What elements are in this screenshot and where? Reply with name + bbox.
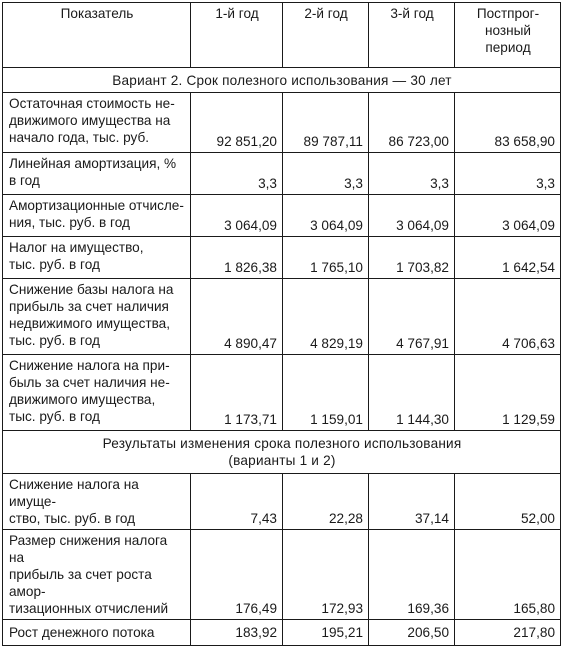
cell-value: 92 851,20 <box>191 93 283 153</box>
cell-value: 4 890,47 <box>191 279 283 355</box>
cell-value: 83 658,90 <box>455 93 561 153</box>
cell-value: 52,00 <box>455 474 561 530</box>
table-row <box>3 474 561 530</box>
cell-value: 3 064,09 <box>191 195 283 237</box>
row-label: Амортизационные отчисле- ния, тыс. руб. в год <box>3 195 191 237</box>
cell-value: 169,36 <box>369 530 455 620</box>
column-header-indicator: Показатель <box>3 3 191 68</box>
column-header-year-3: 3-й год <box>369 3 455 68</box>
cell-value: 4 829,19 <box>283 279 369 355</box>
header-row <box>3 3 561 68</box>
cell-value: 3,3 <box>191 153 283 195</box>
cell-value: 3,3 <box>283 153 369 195</box>
table-row <box>3 237 561 279</box>
cell-value: 195,21 <box>283 620 369 646</box>
cell-value: 3 064,09 <box>369 195 455 237</box>
cell-value: 4 706,63 <box>455 279 561 355</box>
row-label: Размер снижения налога на прибыль за счет роста амор- тизационных отчислений <box>3 530 191 620</box>
cell-value: 7,43 <box>191 474 283 530</box>
table-row <box>3 355 561 431</box>
table-row <box>3 195 561 237</box>
section-row <box>3 68 561 93</box>
cell-value: 176,49 <box>191 530 283 620</box>
row-label: Рост денежного потока <box>3 620 191 646</box>
row-label: Снижение налога на имуще- ство, тыс. руб. в год <box>3 474 191 530</box>
table-row <box>3 279 561 355</box>
row-label: Налог на имущество, тыс. руб. в год <box>3 237 191 279</box>
table-row <box>3 93 561 153</box>
row-label: Снижение базы налога на прибыль за счет наличия недвижимого имущества, тыс. руб. в год <box>3 279 191 355</box>
cell-value: 22,28 <box>283 474 369 530</box>
cell-value: 1 642,54 <box>455 237 561 279</box>
cell-value: 1 703,82 <box>369 237 455 279</box>
column-header-year-2: 2-й год <box>283 3 369 68</box>
cell-value: 217,80 <box>455 620 561 646</box>
cell-value: 206,50 <box>369 620 455 646</box>
section-title-variant-2: Вариант 2. Срок полезного использования — 30 лет <box>3 68 561 93</box>
section-row <box>3 431 561 474</box>
depreciation-table <box>2 2 561 646</box>
cell-value: 37,14 <box>369 474 455 530</box>
row-label: Линейная амортизация, % в год <box>3 153 191 195</box>
table-row <box>3 530 561 620</box>
cell-value: 4 767,91 <box>369 279 455 355</box>
cell-value: 1 129,59 <box>455 355 561 431</box>
cell-value: 172,93 <box>283 530 369 620</box>
cell-value: 165,80 <box>455 530 561 620</box>
cell-value: 183,92 <box>191 620 283 646</box>
section-title-results: Результаты изменения срока полезного использования (варианты 1 и 2) <box>3 431 561 474</box>
cell-value: 3 064,09 <box>283 195 369 237</box>
row-label: Остаточная стоимость не- движимого имущества на начало года, тыс. руб. <box>3 93 191 153</box>
cell-value: 1 173,71 <box>191 355 283 431</box>
cell-value: 3 064,09 <box>455 195 561 237</box>
column-header-year-1: 1-й год <box>191 3 283 68</box>
cell-value: 3,3 <box>369 153 455 195</box>
cell-value: 86 723,00 <box>369 93 455 153</box>
cell-value: 89 787,11 <box>283 93 369 153</box>
cell-value: 1 144,30 <box>369 355 455 431</box>
column-header-postforecast: Постпрог- нозный период <box>455 3 561 68</box>
cell-value: 1 765,10 <box>283 237 369 279</box>
table-row <box>3 153 561 195</box>
cell-value: 1 159,01 <box>283 355 369 431</box>
cell-value: 1 826,38 <box>191 237 283 279</box>
table-row <box>3 620 561 646</box>
cell-value: 3,3 <box>455 153 561 195</box>
row-label: Снижение налога на при- быль за счет наличия не- движимого имущества, тыс. руб. в год <box>3 355 191 431</box>
